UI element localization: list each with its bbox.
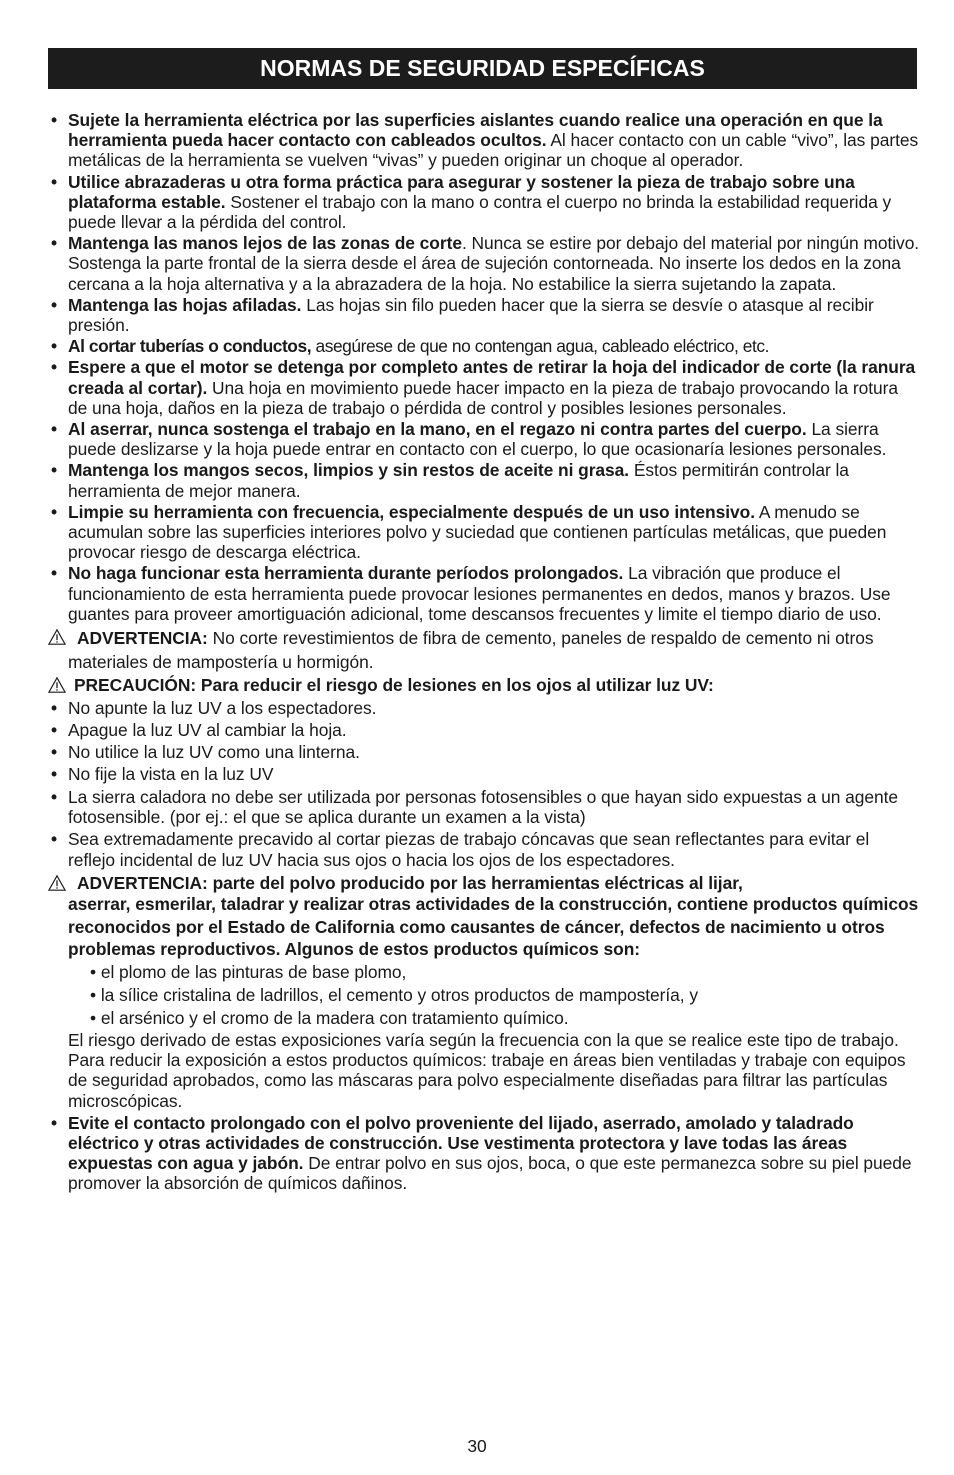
rule-heading: Mantenga las hojas afiladas. (68, 294, 302, 315)
section-title: NORMAS DE SEGURIDAD ESPECÍFICAS (260, 55, 705, 81)
rule-heading: Al cortar tuberías o conductos, (68, 336, 312, 357)
rule-heading: Limpie su herramienta con frecuencia, especialmente después de un uso intensivo. (68, 501, 756, 522)
warning-label: ADVERTENCIA: parte del polvo producido por las herramientas eléctricas al lijar, (77, 872, 743, 893)
list-item (48, 1113, 920, 1194)
caution-label: PRECAUCIÓN: Para reducir el riesgo de lesiones en los ojos al utilizar luz UV: (74, 675, 714, 696)
list-item (48, 719, 920, 741)
rule-heading: Mantenga las manos lejos de las zonas de corte (68, 233, 462, 254)
warning-triangle-icon (48, 676, 66, 694)
warning-triangle-icon (48, 628, 66, 646)
list-item (48, 295, 920, 335)
bullet: • (51, 787, 58, 808)
warning-label: ADVERTENCIA: (77, 628, 208, 649)
bullet: • (51, 294, 58, 315)
page-number: 30 (467, 1436, 487, 1456)
rule-heading: Espere a que el motor se detenga por completo antes de retirar la hoja del indicador de corte (la ranura creada al cortar). (68, 357, 916, 398)
uv-rule-text: Apague la luz UV al cambiar la hoja. (68, 720, 347, 741)
list-item (48, 763, 920, 785)
rule-heading: Utilice abrazaderas u otra forma práctica para asegurar y sostener la pieza de trabajo sobre una plataforma estable. (68, 171, 855, 212)
bullet: • (51, 419, 58, 440)
rule-heading: Evite el contacto prolongado con el polvo proveniente del lijado, aserrado, amolado y taladrado eléctrico y otras actividades de construcción. Use vestimenta protectora y lave todas las áreas expuestas con agua y jabón. (68, 1112, 854, 1174)
warning-text: aserrar, esmerilar, taladrar y realizar otras actividades de la construcción, contiene productos químicos reconocidos por el Estado de California como causantes de cáncer, defectos de nacimiento u otros problemas reproductivos. Algunos de estos productos químicos son: (68, 894, 919, 960)
list-item (48, 741, 920, 763)
rule-text: Al hacer contacto con un cable “vivo”, las partes metálicas de la herramienta se vuelven “vivas” y pueden originar un choque al operador. (68, 130, 919, 171)
warning-dust (48, 872, 920, 961)
uv-rule-text: No apunte la luz UV a los espectadores. (68, 698, 377, 719)
list-item (48, 829, 920, 869)
list-item (48, 787, 920, 827)
exposure-paragraph: El riesgo derivado de estas exposiciones varía según la frecuencia con la que se realice este tipo de trabajo. Para reducir la exposición a estos productos químicos: trabaje en áreas bien ventiladas y trabaje con equipos de seguridad aprobados, como las máscaras para polvo especialmente diseñadas para filtrar las partículas microscópicas. (68, 1029, 906, 1111)
rule-text: . Nunca se estire por debajo del material por ningún motivo. Sostenga la parte frontal de la sierra desde el área de sujeción contorneada. No inserte los dedos en la zona cercana a la hoja alternativa y a la abrazadera de la hoja. No estabilice la sierra sujetando la zapata. (68, 233, 920, 294)
rule-text: A menudo se acumulan sobre las superficies interiores polvo y suciedad que contienen partículas metálicas, que pueden provocar riesgo de descarga eléctrica. (68, 501, 887, 563)
safety-rules-content (48, 110, 920, 1194)
uv-rule-text: No fije la vista en la luz UV (68, 764, 274, 785)
section-title-bar (48, 48, 917, 89)
bullet: • (51, 233, 58, 254)
bullet: • (51, 501, 58, 522)
uv-rule-text: La sierra caladora no debe ser utilizada por personas fotosensibles o que hayan sido expuestas a un agente fotosensible. (por ej.: el que se aplica durante un examen a la vista) (68, 787, 899, 828)
rule-heading: Sujete la herramienta eléctrica por las superficies aislantes cuando realice una operación en que la herramienta pueda hacer contacto con cableados ocultos. (68, 110, 883, 151)
bullet: • (51, 1112, 58, 1133)
list-item (48, 460, 920, 500)
rule-text: La sierra puede deslizarse y la hoja puede entrar en contacto con el cuerpo, lo que ocasionaría lesiones personales. (68, 419, 887, 460)
bullet: • (51, 171, 58, 192)
warning-cement (48, 626, 920, 674)
rule-heading: No haga funcionar esta herramienta durante períodos prolongados. (68, 563, 624, 584)
bullet: • (51, 720, 58, 741)
warning-text: No corte revestimientos de fibra de cemento, paneles de respaldo de cemento ni otros materiales de mampostería u hormigón. (68, 628, 874, 673)
warning-body (68, 893, 920, 961)
bullet: • (51, 110, 58, 130)
rule-heading: Al aserrar, nunca sostenga el trabajo en la mano, en el regazo ni contra partes del cuerpo. (68, 419, 807, 440)
rule-text: Sostener el trabajo con la mano o contra el cuerpo no brinda la estabilidad requerida y puede llevar a la pérdida del control. (68, 191, 892, 233)
rule-text: Éstos permitirán controlar la herramienta de mejor manera. (68, 460, 849, 501)
bullet: • (51, 698, 58, 719)
list-item (48, 563, 920, 624)
caution-uv (48, 674, 920, 697)
rule-text: Una hoja en movimiento puede hacer impacto en la pieza de trabajo provocando la rotura de una hoja, daños en la pieza de trabajo o pérdida de control y posibles lesiones personales. (68, 377, 899, 418)
bullet: • (51, 764, 58, 785)
bullet: • (51, 357, 58, 378)
bullet: • (51, 336, 57, 357)
rule-text: De entrar polvo en sus ojos, boca, o que este permanezca sobre su piel puede promover la absorción de químicos dañinos. (68, 1153, 912, 1194)
chemical-item: • el plomo de las pinturas de base plomo, (90, 961, 407, 982)
list-item (48, 357, 920, 418)
list-item (48, 233, 920, 294)
list-item (48, 336, 920, 356)
list-item (48, 502, 920, 563)
rule-text: La vibración que produce el funcionamiento de esta herramienta puede provocar lesiones permanentes en dedos, manos y brazos. Use guantes para proveer amortiguación adicional, tome descansos frecuentes y limite el tiempo diario de uso. (68, 563, 891, 624)
bullet: • (51, 829, 58, 850)
list-item (48, 172, 920, 233)
rule-heading: Mantenga los mangos secos, limpios y sin restos de aceite ni grasa. (68, 460, 630, 481)
rule-text: Las hojas sin filo pueden hacer que la sierra se desvíe o atasque al recibir presión. (68, 294, 874, 336)
list-item (48, 110, 920, 171)
warning-triangle-icon (48, 874, 66, 892)
uv-rule-text: Sea extremadamente precavido al cortar piezas de trabajo cóncavas que sean reflectantes para evitar el reflejo incidental de luz UV hacia sus ojos o hacia los ojos de los espectadores. (68, 829, 870, 870)
bullet: • (51, 563, 58, 584)
rule-text: asegúrese de que no contengan agua, cableado eléctrico, etc. (311, 336, 770, 357)
bullet: • (51, 460, 58, 481)
uv-rule-text: No utilice la luz UV como una linterna. (68, 742, 360, 763)
bullet: • (51, 742, 58, 763)
chemical-item: • el arsénico y el cromo de la madera con tratamiento químico. (90, 1007, 569, 1028)
list-item (48, 697, 920, 719)
chemical-list (48, 961, 920, 1030)
list-item (48, 419, 920, 459)
chemical-item: • la sílice cristalina de ladrillos, el cemento y otros productos de mampostería, y (90, 984, 698, 1005)
